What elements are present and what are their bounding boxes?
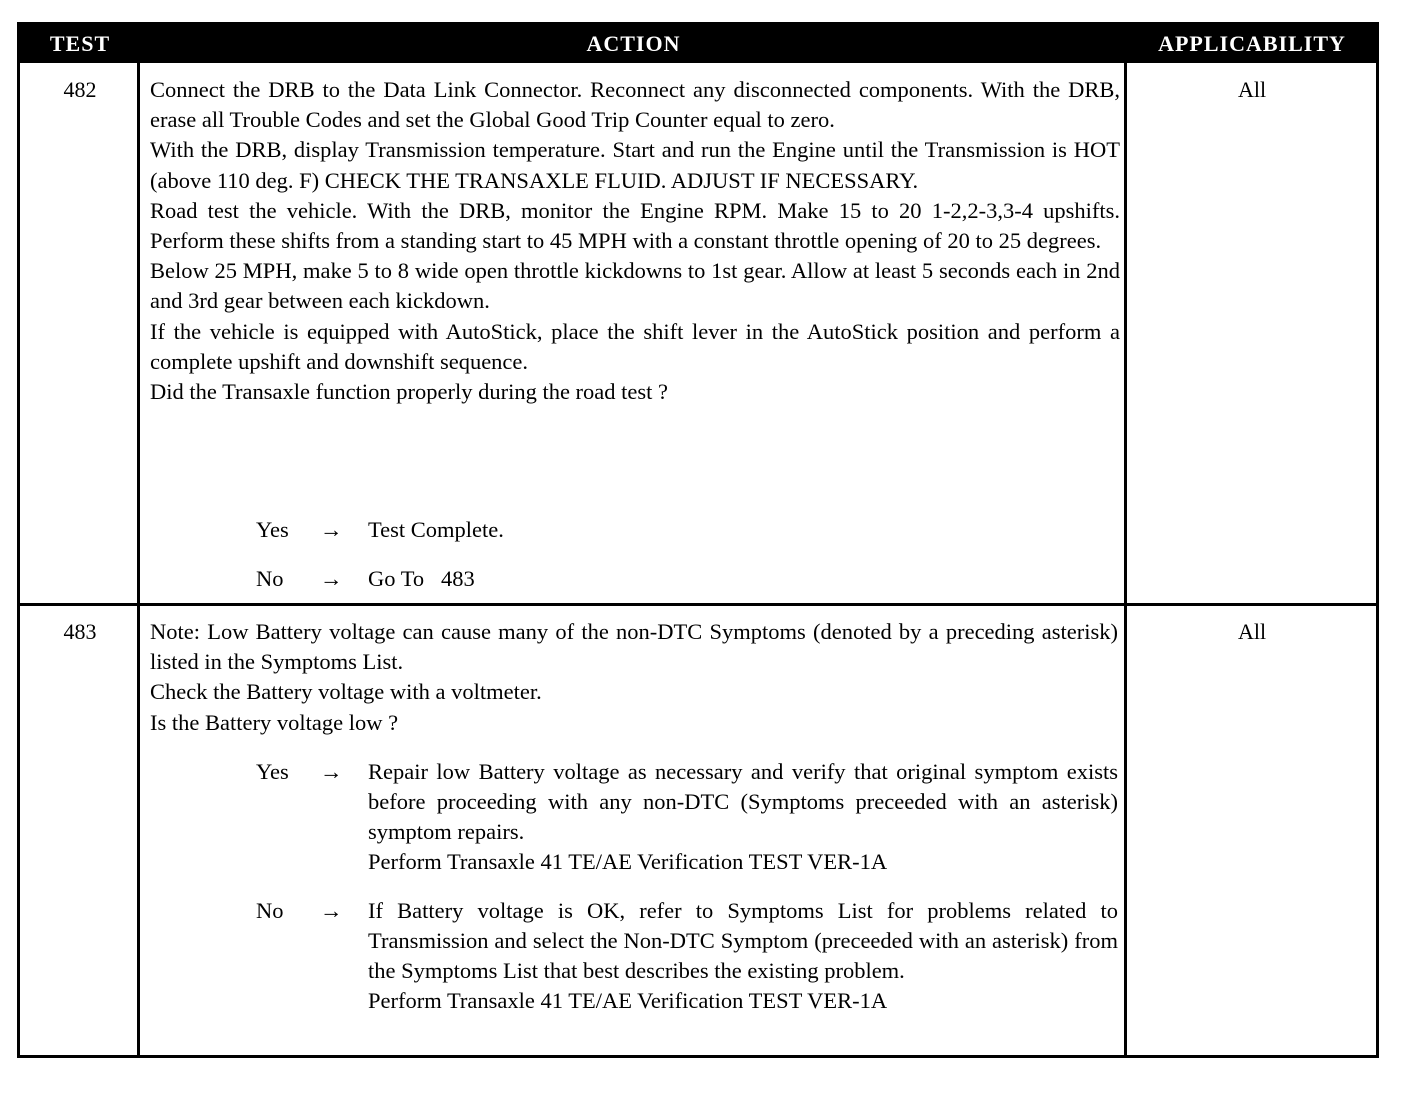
- test-number-482: 482: [63, 77, 97, 102]
- option-label: No: [256, 898, 284, 923]
- header-action: ACTION: [586, 31, 681, 56]
- action-paragraph: With the DRB, display Transmission temperature. Start and run the Engine until the Transmission is HOT (above 110 deg. F) CHECK THE TRANSAXLE FLUID. ADJUST IF NECESSARY.: [150, 137, 1120, 193]
- action-question: Is the Battery voltage low ?: [150, 709, 399, 735]
- option-result: Perform Transaxle 41 TE/AE Verification TEST VER-1A: [368, 849, 888, 874]
- action-paragraph: Note: Low Battery voltage can cause many of the non-DTC Symptoms (denoted by a preceding asterisk) listed in the Symptoms List.: [150, 619, 1118, 675]
- table-header: [20, 25, 1376, 63]
- right-arrow-icon: →: [320, 759, 343, 784]
- right-arrow-icon: →: [320, 566, 343, 591]
- applicability-482: All: [1237, 77, 1267, 102]
- right-arrow-icon: →: [320, 898, 343, 923]
- option-yes: [256, 757, 1118, 877]
- row-divider: [20, 603, 1376, 606]
- option-result: If Battery voltage is OK, refer to Symptoms List for problems related to Transmission and select the Non-DTC Symptom (preceeded with an asterisk) from the Symptoms List that best describes the existing problem.: [368, 898, 1118, 983]
- header-applicability: APPLICABILITY: [1158, 31, 1346, 56]
- applicability-483: All: [1237, 619, 1267, 644]
- option-result: Test Complete.: [368, 517, 504, 542]
- option-result: Perform Transaxle 41 TE/AE Verification TEST VER-1A: [368, 988, 888, 1013]
- test-number-483: 483: [63, 619, 97, 644]
- action-paragraph: Check the Battery voltage with a voltmeter.: [150, 679, 542, 705]
- action-question: Did the Transaxle function properly during the road test ?: [150, 379, 669, 405]
- action-text-483: [150, 617, 1118, 738]
- action-paragraph: If the vehicle is equipped with AutoStick, place the shift lever in the AutoStick position and perform a complete upshift and downshift sequence.: [150, 318, 1120, 374]
- diagnostic-test-table: [17, 22, 1379, 1058]
- action-paragraph: Road test the vehicle. With the DRB, monitor the Engine RPM. Make 15 to 20 1-2,2-3,3-4 upshifts. Perform these shifts from a standing start to 45 MPH with a constant throttle opening of 20 to 25 degrees.: [150, 197, 1120, 254]
- header-test: TEST: [49, 31, 111, 56]
- option-label: No: [256, 566, 284, 591]
- option-no: [256, 564, 1122, 594]
- right-arrow-icon: →: [320, 517, 343, 542]
- options-483: [256, 757, 1118, 1016]
- options-482: [256, 515, 1122, 594]
- option-label: Yes: [256, 517, 289, 542]
- option-no: [256, 896, 1118, 1016]
- option-label: Yes: [256, 759, 289, 784]
- option-yes: [256, 515, 1122, 545]
- column-divider: [1124, 63, 1127, 1058]
- action-paragraph: Below 25 MPH, make 5 to 8 wide open throttle kickdowns to 1st gear. Allow at least 5 seconds each in 2nd and 3rd gear between each kickdown.: [150, 258, 1120, 314]
- action-text-482: [150, 75, 1120, 407]
- option-result: Repair low Battery voltage as necessary and verify that original symptom exists before proceeding with any non-DTC (Symptoms preceeded with an asterisk) symptom repairs.: [368, 759, 1118, 844]
- column-divider: [137, 63, 140, 1058]
- option-result: Go To 483: [368, 566, 475, 591]
- action-paragraph: Connect the DRB to the Data Link Connector. Reconnect any disconnected components. With the DRB, erase all Trouble Codes and set the Global Good Trip Counter equal to zero.: [150, 77, 1120, 133]
